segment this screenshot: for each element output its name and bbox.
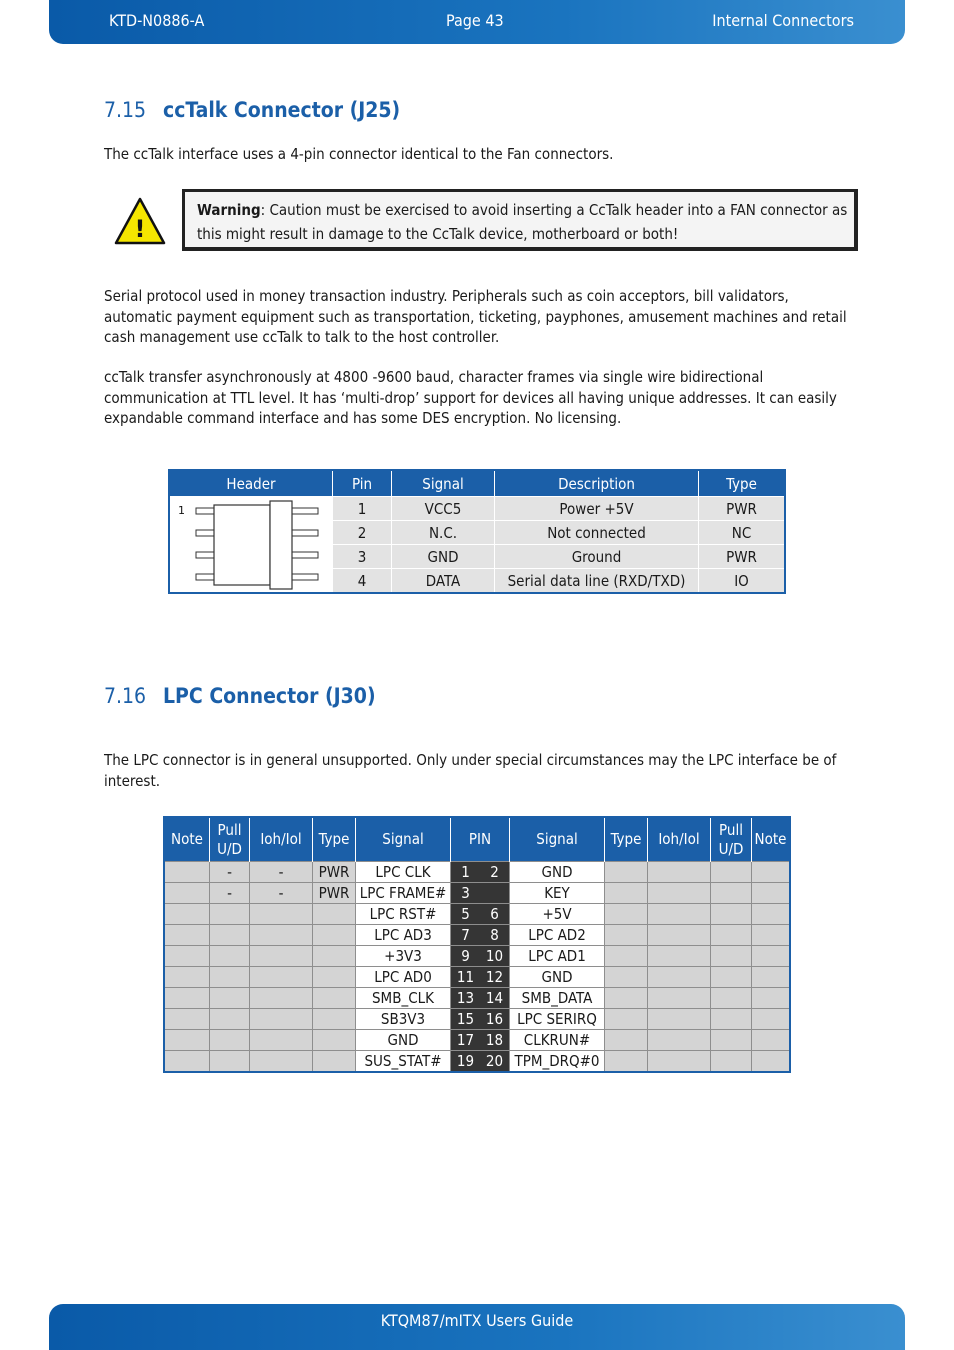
iohiol-left-cell bbox=[250, 946, 313, 967]
pull-left-cell bbox=[210, 904, 250, 925]
type-cell: PWR bbox=[699, 545, 786, 569]
note-right-cell bbox=[752, 967, 791, 988]
signal-right-cell: LPC SERIRQ bbox=[510, 1009, 605, 1030]
page-number: Page 43 bbox=[446, 11, 504, 30]
signal-left-cell: SMB_CLK bbox=[356, 988, 451, 1009]
pin-left-cell: 17 bbox=[451, 1030, 481, 1051]
iohiol-left-cell: - bbox=[250, 883, 313, 904]
type-cell: PWR bbox=[699, 497, 786, 521]
col-note-right: Note bbox=[752, 817, 791, 862]
col-type-left: Type bbox=[313, 817, 356, 862]
warning-icon bbox=[114, 197, 166, 245]
table-header-row bbox=[169, 470, 785, 497]
col-pin: PIN bbox=[451, 817, 510, 862]
pin1-marker: 1 bbox=[178, 503, 185, 517]
iohiol-right-cell bbox=[648, 883, 711, 904]
type-left-cell bbox=[313, 946, 356, 967]
col-iohiol-right: Ioh/Iol bbox=[648, 817, 711, 862]
col-header: Header bbox=[169, 470, 333, 497]
table-row bbox=[164, 904, 790, 925]
iohiol-right-cell bbox=[648, 1030, 711, 1051]
lpc-intro: The LPC connector is in general unsupported. Only under special circumstances may the LPC interface be of interest. bbox=[104, 751, 837, 790]
type-right-cell bbox=[605, 883, 648, 904]
pin-left-cell: 13 bbox=[451, 988, 481, 1009]
signal-right-cell: TPM_DRQ#0 bbox=[510, 1051, 605, 1073]
note-left-cell bbox=[164, 883, 210, 904]
pin-right-cell: 14 bbox=[480, 988, 510, 1009]
table-row bbox=[164, 1030, 790, 1051]
signal-left-cell: LPC CLK bbox=[356, 862, 451, 883]
pull-left-cell bbox=[210, 967, 250, 988]
section-number: 7.15 bbox=[104, 98, 147, 122]
signal-right-cell: +5V bbox=[510, 904, 605, 925]
pin-left-cell: 1 bbox=[451, 862, 481, 883]
signal-left-cell: LPC AD3 bbox=[356, 925, 451, 946]
type-left-cell: PWR bbox=[313, 862, 356, 883]
pin-right-cell: 16 bbox=[480, 1009, 510, 1030]
type-left-cell bbox=[313, 1030, 356, 1051]
col-signal-left: Signal bbox=[356, 817, 451, 862]
page-header bbox=[49, 0, 905, 44]
iohiol-right-cell bbox=[648, 967, 711, 988]
col-type-right: Type bbox=[605, 817, 648, 862]
signal-left-cell: SB3V3 bbox=[356, 1009, 451, 1030]
iohiol-left-cell bbox=[250, 1030, 313, 1051]
pin-right-cell: 18 bbox=[480, 1030, 510, 1051]
note-right-cell bbox=[752, 988, 791, 1009]
col-signal-right: Signal bbox=[510, 817, 605, 862]
type-right-cell bbox=[605, 946, 648, 967]
signal-cell: N.C. bbox=[392, 521, 495, 545]
iohiol-left-cell: - bbox=[250, 862, 313, 883]
footer-title: KTQM87/mITX Users Guide bbox=[380, 1311, 574, 1330]
pin-cell: 4 bbox=[333, 569, 392, 594]
lpc-pinout-table bbox=[163, 816, 791, 1073]
warning-icon-glyph: ! bbox=[134, 215, 146, 243]
iohiol-left-cell bbox=[250, 988, 313, 1009]
pin-right-cell bbox=[480, 883, 510, 904]
pull-left-cell bbox=[210, 1051, 250, 1073]
table-row bbox=[169, 497, 785, 521]
note-left-cell bbox=[164, 1051, 210, 1073]
pin-cell: 1 bbox=[333, 497, 392, 521]
pull-left-cell: - bbox=[210, 862, 250, 883]
pin-right-cell: 6 bbox=[480, 904, 510, 925]
table-row bbox=[164, 946, 790, 967]
note-right-cell bbox=[752, 883, 791, 904]
signal-left-cell: LPC RST# bbox=[356, 904, 451, 925]
pull-right-cell bbox=[711, 1030, 752, 1051]
type-left-cell bbox=[313, 967, 356, 988]
type-right-cell bbox=[605, 862, 648, 883]
note-left-cell bbox=[164, 1009, 210, 1030]
table-row bbox=[164, 883, 790, 904]
pull-left-cell bbox=[210, 946, 250, 967]
type-left-cell bbox=[313, 988, 356, 1009]
description-cell: Ground bbox=[495, 545, 699, 569]
iohiol-right-cell bbox=[648, 904, 711, 925]
cctalk-pinout-table bbox=[168, 469, 786, 594]
pull-right-cell bbox=[711, 862, 752, 883]
chapter-title: Internal Connectors bbox=[712, 11, 854, 30]
table-header-row bbox=[164, 817, 790, 862]
pull-right-cell bbox=[711, 925, 752, 946]
col-pull-left: Pull U/D bbox=[210, 817, 250, 862]
col-pin: Pin bbox=[333, 470, 392, 497]
note-left-cell bbox=[164, 904, 210, 925]
pin-left-cell: 9 bbox=[451, 946, 481, 967]
iohiol-right-cell bbox=[648, 862, 711, 883]
description-cell: Power +5V bbox=[495, 497, 699, 521]
pin-cell: 2 bbox=[333, 521, 392, 545]
pin-left-cell: 3 bbox=[451, 883, 481, 904]
iohiol-left-cell bbox=[250, 904, 313, 925]
pull-left-cell bbox=[210, 988, 250, 1009]
signal-right-cell: GND bbox=[510, 862, 605, 883]
warning-box bbox=[182, 189, 858, 251]
pin-left-cell: 11 bbox=[451, 967, 481, 988]
pull-left-cell bbox=[210, 925, 250, 946]
page-footer bbox=[49, 1304, 905, 1350]
iohiol-right-cell bbox=[648, 988, 711, 1009]
iohiol-right-cell bbox=[648, 1051, 711, 1073]
note-left-cell bbox=[164, 1030, 210, 1051]
pin-right-cell: 2 bbox=[480, 862, 510, 883]
signal-right-cell: LPC AD1 bbox=[510, 946, 605, 967]
pin-left-cell: 7 bbox=[451, 925, 481, 946]
signal-right-cell: SMB_DATA bbox=[510, 988, 605, 1009]
pin-left-cell: 15 bbox=[451, 1009, 481, 1030]
note-right-cell bbox=[752, 925, 791, 946]
section-heading-lpc bbox=[104, 684, 376, 708]
signal-cell: GND bbox=[392, 545, 495, 569]
section-number: 7.16 bbox=[104, 684, 147, 708]
doc-id: KTD-N0886-A bbox=[109, 11, 205, 30]
cctalk-paragraph-1: Serial protocol used in money transaction industry. Peripherals such as coin acceptors, bill validators, automatic payment equipment such as transportation, ticketing, payphones, amusement machines and retail cash management use ccTalk to talk to the host controller. bbox=[104, 287, 847, 346]
signal-left-cell: GND bbox=[356, 1030, 451, 1051]
signal-right-cell: CLKRUN# bbox=[510, 1030, 605, 1051]
note-left-cell bbox=[164, 862, 210, 883]
pull-left-cell bbox=[210, 1009, 250, 1030]
pull-right-cell bbox=[711, 988, 752, 1009]
pin-right-cell: 12 bbox=[480, 967, 510, 988]
note-right-cell bbox=[752, 904, 791, 925]
type-right-cell bbox=[605, 988, 648, 1009]
signal-left-cell: +3V3 bbox=[356, 946, 451, 967]
type-right-cell bbox=[605, 904, 648, 925]
table-row bbox=[164, 925, 790, 946]
iohiol-left-cell bbox=[250, 1009, 313, 1030]
pull-right-cell bbox=[711, 883, 752, 904]
type-right-cell bbox=[605, 1030, 648, 1051]
pull-right-cell bbox=[711, 1051, 752, 1073]
pull-right-cell bbox=[711, 904, 752, 925]
signal-right-cell: GND bbox=[510, 967, 605, 988]
col-signal: Signal bbox=[392, 470, 495, 497]
signal-left-cell: LPC FRAME# bbox=[356, 883, 451, 904]
type-right-cell bbox=[605, 925, 648, 946]
pull-left-cell bbox=[210, 1030, 250, 1051]
note-left-cell bbox=[164, 925, 210, 946]
pull-left-cell: - bbox=[210, 883, 250, 904]
pin-right-cell: 20 bbox=[480, 1051, 510, 1073]
pull-right-cell bbox=[711, 967, 752, 988]
signal-right-cell: LPC AD2 bbox=[510, 925, 605, 946]
type-left-cell: PWR bbox=[313, 883, 356, 904]
table-row bbox=[164, 967, 790, 988]
warning-label: Warning bbox=[197, 201, 261, 219]
pin-cell: 3 bbox=[333, 545, 392, 569]
type-left-cell bbox=[313, 1051, 356, 1073]
type-cell: IO bbox=[699, 569, 786, 594]
signal-left-cell: SUS_STAT# bbox=[356, 1051, 451, 1073]
signal-right-cell: KEY bbox=[510, 883, 605, 904]
signal-cell: VCC5 bbox=[392, 497, 495, 521]
note-left-cell bbox=[164, 946, 210, 967]
col-iohiol-left: Ioh/Iol bbox=[250, 817, 313, 862]
signal-left-cell: LPC AD0 bbox=[356, 967, 451, 988]
cctalk-intro: The ccTalk interface uses a 4-pin connector identical to the Fan connectors. bbox=[104, 145, 614, 163]
note-right-cell bbox=[752, 1009, 791, 1030]
pull-right-cell bbox=[711, 946, 752, 967]
col-type: Type bbox=[699, 470, 786, 497]
type-cell: NC bbox=[699, 521, 786, 545]
iohiol-left-cell bbox=[250, 925, 313, 946]
pin-right-cell: 10 bbox=[480, 946, 510, 967]
iohiol-right-cell bbox=[648, 925, 711, 946]
cctalk-paragraph-2: ccTalk transfer asynchronously at 4800 -9600 baud, character frames via single wire bidirectional communication at TTL level. It has ‘multi-drop’ support for devices all having unique addresses. It can easily expandable command interface and has some DES encryption. No licensing. bbox=[104, 368, 837, 427]
col-description: Description bbox=[495, 470, 699, 497]
pull-right-cell bbox=[711, 1009, 752, 1030]
type-right-cell bbox=[605, 967, 648, 988]
section-title: LPC Connector (J30) bbox=[163, 684, 376, 708]
table-row bbox=[164, 1009, 790, 1030]
type-left-cell bbox=[313, 925, 356, 946]
iohiol-left-cell bbox=[250, 967, 313, 988]
section-title: ccTalk Connector (J25) bbox=[163, 98, 401, 122]
pin-left-cell: 19 bbox=[451, 1051, 481, 1073]
table-row bbox=[164, 862, 790, 883]
type-right-cell bbox=[605, 1051, 648, 1073]
note-left-cell bbox=[164, 988, 210, 1009]
connector-drawing bbox=[170, 499, 330, 591]
table-row bbox=[164, 1051, 790, 1073]
header-diagram bbox=[169, 497, 333, 594]
type-left-cell bbox=[313, 904, 356, 925]
note-right-cell bbox=[752, 862, 791, 883]
note-right-cell bbox=[752, 1051, 791, 1073]
iohiol-left-cell bbox=[250, 1051, 313, 1073]
note-right-cell bbox=[752, 946, 791, 967]
type-left-cell bbox=[313, 1009, 356, 1030]
iohiol-right-cell bbox=[648, 1009, 711, 1030]
iohiol-right-cell bbox=[648, 946, 711, 967]
col-note-left: Note bbox=[164, 817, 210, 862]
pin-right-cell: 8 bbox=[480, 925, 510, 946]
signal-cell: DATA bbox=[392, 569, 495, 594]
note-right-cell bbox=[752, 1030, 791, 1051]
pin-left-cell: 5 bbox=[451, 904, 481, 925]
section-heading-cctalk bbox=[104, 98, 400, 122]
col-pull-right: Pull U/D bbox=[711, 817, 752, 862]
description-cell: Not connected bbox=[495, 521, 699, 545]
note-left-cell bbox=[164, 967, 210, 988]
type-right-cell bbox=[605, 1009, 648, 1030]
description-cell: Serial data line (RXD/TXD) bbox=[495, 569, 699, 594]
warning-text: : Caution must be exercised to avoid inserting a CcTalk header into a FAN connector as this might result in damage to the CcTalk device, motherboard or both! bbox=[197, 201, 848, 243]
table-row bbox=[164, 988, 790, 1009]
